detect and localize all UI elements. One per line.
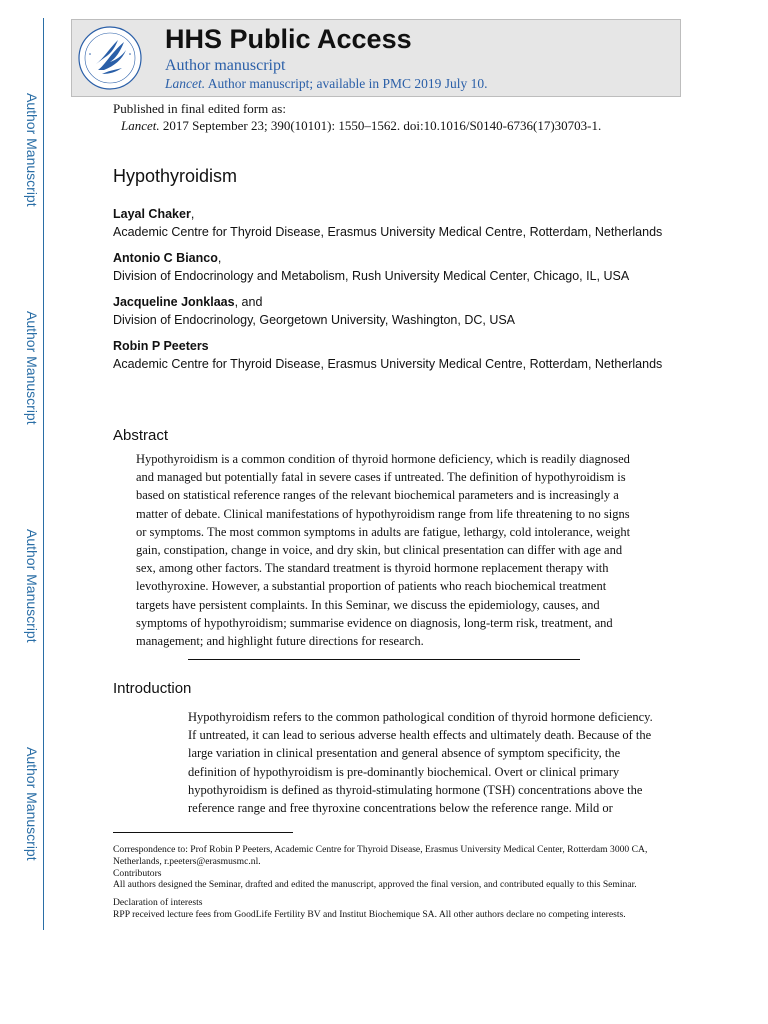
correspondence-note: Correspondence to: Prof Robin P Peeters, Academic Centre for Thyroid Disease, Erasmus University Medical Center, Rotterdam 3000 CA, Netherlands, r.peeters@erasmusmc.nl.	[113, 844, 648, 867]
side-margin	[0, 0, 46, 930]
header-title: HHS Public Access	[165, 24, 412, 54]
article-title: Hypothyroidism	[113, 166, 238, 186]
author-entry	[113, 249, 673, 285]
author-affiliation: Division of Endocrinology and Metabolism, Rush University Medical Center, Chicago, IL, USA	[113, 269, 630, 283]
side-label-author-manuscript: Author Manuscript	[24, 93, 40, 207]
interests-label: Declaration of interests	[113, 897, 203, 909]
contributors-label: Contributors	[113, 867, 162, 879]
author-affiliation: Academic Centre for Thyroid Disease, Erasmus University Medical Centre, Rotterdam, Netherlands	[113, 357, 663, 371]
author-name: Jacqueline Jonklaas	[113, 295, 235, 309]
author-name: Antonio C Bianco	[113, 251, 218, 265]
side-divider	[43, 18, 44, 930]
hhs-eagle-logo-icon	[76, 24, 144, 92]
header-journal: Lancet.	[165, 76, 206, 91]
author-entry	[113, 337, 673, 373]
contributors-text: All authors designed the Seminar, drafted and edited the manuscript, approved the final version, and contributed equally to this Seminar.	[113, 879, 637, 891]
author-affiliation: Division of Endocrinology, Georgetown University, Washington, DC, USA	[113, 313, 516, 327]
author-suffix: , and	[234, 295, 263, 309]
header-subtitle: Author manuscript	[165, 57, 286, 74]
publication-citation	[113, 117, 601, 134]
author-list	[113, 205, 673, 381]
section-divider	[188, 659, 580, 660]
author-entry	[113, 205, 673, 241]
introduction-text: Hypothyroidism refers to the common pathological condition of thyroid hormone deficiency. If untreated, it can lead to serious adverse health effects and ultimately death. Because of the large variation in clinical presentation and general absence of symptom specificity, the definition of hypothyroidism is pre-dominantly biochemical. Overt or clinical primary hypothyroidism is defined as thyroid-stimulating hormone (TSH) concentrations above the reference range and free thyroxine concentrations below the reference range. Mild or	[188, 710, 653, 816]
author-name: Layal Chaker	[113, 207, 191, 221]
header-availability	[165, 76, 487, 92]
footnote-divider	[113, 832, 293, 833]
side-label-author-manuscript: Author Manuscript	[24, 747, 40, 861]
author-suffix: ,	[190, 207, 195, 221]
introduction-heading: Introduction	[113, 680, 192, 697]
publication-label: Published in final edited form as:	[113, 101, 286, 116]
author-entry	[113, 293, 673, 329]
abstract-text: Hypothyroidism is a common condition of thyroid hormone deficiency, which is readily diagnosed and managed but potentially fatal in severe cases if untreated. The definition of hypothyroidism is based on statistical reference ranges of the relevant biochemical parameters and is increasingly a matter of debate. Clinical manifestations of hypothyroidism range from life threatening to no signs or symptoms. The most common symptoms in adults are fatigue, lethargy, cold intolerance, weight gain, constipation, change in voice, and dry skin, but clinical presentation can differ with age and sex, among other factors. The standard treatment is thyroid hormone replacement therapy with levothyroxine. However, a substantial proportion of patients who reach biochemical treatment targets have persistent complaints. In this Seminar, we discuss the epidemiology, causes, and symptoms of hypothyroidism; summarise evidence on diagnosis, long-term risk, treatment, and management; and highlight future directions for research.	[136, 452, 631, 649]
abstract-heading: Abstract	[113, 427, 169, 444]
header-availability-text: Author manuscript; available in PMC 2019 July 10.	[205, 76, 488, 91]
footnotes	[113, 844, 658, 921]
citation-journal: Lancet.	[121, 118, 160, 133]
author-affiliation: Academic Centre for Thyroid Disease, Erasmus University Medical Centre, Rotterdam, Netherlands	[113, 225, 663, 239]
publication-info	[113, 100, 601, 134]
author-suffix: ,	[217, 251, 222, 265]
side-label-author-manuscript: Author Manuscript	[24, 311, 40, 425]
interests-text: RPP received lecture fees from GoodLife Fertility BV and Institut Biochemique SA. All other authors declare no competing interests.	[113, 908, 626, 920]
citation-text: 2017 September 23; 390(10101): 1550–1562. doi:10.1016/S0140-6736(17)30703-1.	[159, 118, 602, 133]
side-label-author-manuscript: Author Manuscript	[24, 529, 40, 643]
author-name: Robin P Peeters	[113, 339, 209, 353]
